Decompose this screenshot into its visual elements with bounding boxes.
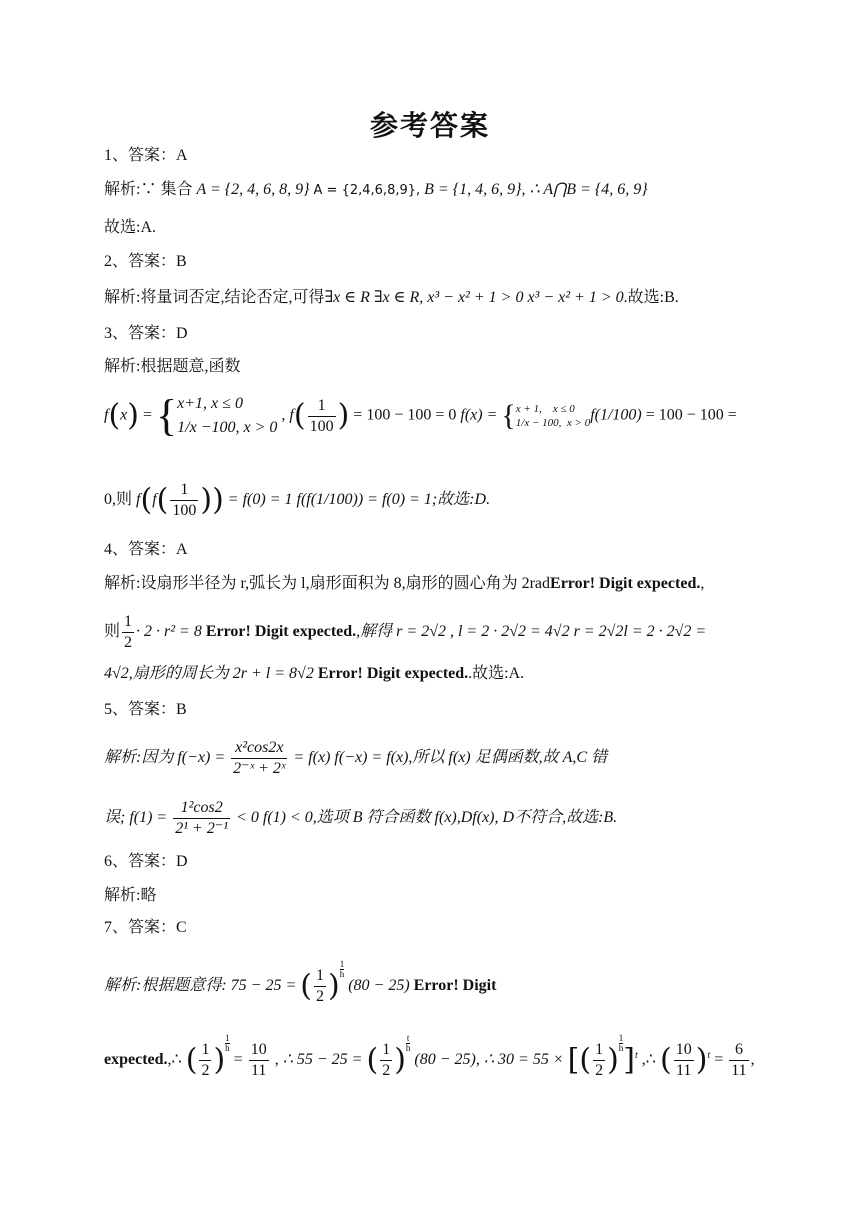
q2-choice: .故选:B. bbox=[623, 289, 679, 306]
q7-line1-end: (80 − 25) bbox=[348, 977, 410, 995]
q2-text: 解析:将量词否定,结论否定,可得 bbox=[104, 289, 325, 306]
q5-line2-end: < 0 f(1) < 0,选项 B 符合函数 f(x),Df(x), D不符合,故选:B. bbox=[236, 809, 618, 827]
q7-line1: 解析:根据题意得: 75 − 25 = ( $\frac{1}{2}$ ) 1 h (80 − 25) Error! Digit bbox=[104, 959, 497, 1005]
q7-answer: 7、答案：C bbox=[104, 919, 187, 936]
q4-error-1: Error! Digit expected. bbox=[550, 575, 701, 592]
q6-answer: 6、答案：D bbox=[104, 853, 188, 870]
q7-l2-num10: 10 bbox=[249, 1040, 269, 1061]
q3-tail: = 100 − 100 = bbox=[645, 406, 737, 424]
q1-result: , ∴ A⋂B = {4, 6, 9} bbox=[521, 181, 648, 198]
q1-choice: 故选:A. bbox=[104, 219, 157, 236]
q7-line1-start: 解析:根据题意得: 75 − 25 = bbox=[104, 977, 297, 995]
q3-frac-num: 1 bbox=[308, 396, 336, 417]
q5-answer: 5、答案：B bbox=[104, 701, 187, 718]
q4-line1-text: 解析:设扇形半径为 r,弧长为 l,扇形面积为 8,扇形的圆心角为 2rad bbox=[104, 575, 551, 592]
q3-text: 解析:根据题意,函数 bbox=[104, 358, 241, 375]
q4-line2-eq: · 2 · r² = 8 bbox=[136, 623, 202, 641]
q4-choice: .故选:A. bbox=[468, 665, 525, 682]
q4-error-3: Error! Digit expected. bbox=[317, 665, 469, 682]
q2-expr: ∃x ∈ R ∃x ∈ R, x³ − x² + 1 > 0 x³ − x² + 1 > 0 bbox=[324, 289, 624, 306]
q5-line2-start: 误; f(1) = bbox=[104, 809, 168, 827]
q3-line2-start: 0,则 bbox=[104, 491, 133, 509]
q7-line2: expected.,∴ ( $\frac{1}{2}$ ) 1 h = $\frac{10}{11}$ , ∴ 55 − 25 = ( $\frac{1}{2}$ ) t h (80 − 25), ∴ 30 = 55 × [( $\frac{1}{2}$ ) 1 h]$^t$ ,∴ ( $\frac{10}{11}$ )$^t$ = $\frac{6}{11}$ , bbox=[104, 1033, 755, 1079]
q5-line2 bbox=[104, 798, 617, 839]
q2-answer: 2、答案：B bbox=[104, 253, 187, 270]
q4-line2-start: 则 bbox=[104, 623, 121, 641]
q7-l2-den11: 11 bbox=[250, 1062, 267, 1079]
q1-answer: 1、答案：A bbox=[104, 147, 188, 164]
q7-line2-text: , ∴ 55 − 25 = bbox=[274, 1051, 363, 1069]
q3-l2-frac-num: 1 bbox=[170, 480, 198, 501]
q4-answer: 4、答案：A bbox=[104, 541, 188, 558]
q2-analysis bbox=[104, 286, 679, 310]
q3-case2: 1/x −100, x > 0 bbox=[177, 419, 278, 436]
q3-line2: 0,则 f(f( $\frac{1}{100}$ )) = f(0) = 1 f(f(1/100)) = f(0) = 1;故选:D. bbox=[104, 481, 491, 519]
q4-line2 bbox=[104, 612, 706, 653]
q4-half-den: 2 bbox=[124, 634, 133, 651]
q1-analysis bbox=[104, 178, 648, 203]
q5-l2-num: 1²cos2 bbox=[173, 798, 230, 819]
q4-line3 bbox=[104, 662, 524, 686]
q7-l2-den2b: 2 bbox=[382, 1062, 391, 1079]
q1-set-a-small: A = {2,4,6,8,9}, bbox=[313, 183, 421, 198]
q3-line2-end: = f(0) = 1;故选:D. bbox=[367, 491, 491, 509]
q7-l1-den: 2 bbox=[315, 988, 324, 1005]
q7-l2-den2: 2 bbox=[201, 1062, 210, 1079]
q4-half-num: 1 bbox=[122, 612, 134, 633]
q4-line2-solve: ,解得 r = 2√2 , l = 2 · 2√2 = 4√2 r = 2√2l = 2 · 2√2 = bbox=[356, 623, 707, 641]
q3-answer: 3、答案：D bbox=[104, 325, 188, 342]
q7-l2-den11b: 11 bbox=[676, 1062, 692, 1079]
q7-l2-den2c: 2 bbox=[595, 1062, 604, 1079]
q3-eval: = 100 − 100 = 0 bbox=[353, 406, 457, 424]
q5-l2-den: 2¹ + 2⁻¹ bbox=[175, 820, 229, 837]
q5-l1-num: x²cos2x bbox=[231, 738, 287, 759]
q7-line2b-text: (80 − 25), ∴ 30 = 55 × bbox=[414, 1051, 564, 1069]
q7-l2-num1c: 1 bbox=[593, 1040, 605, 1061]
q1-prefix: 解析:∵ 集合 bbox=[104, 181, 197, 198]
q7-l1-num: 1 bbox=[314, 966, 326, 987]
q1-set-b: B = {1, 4, 6, 9} bbox=[420, 181, 522, 198]
q3-function-line: f(x) = {x+1, x ≤ 0 1/x −100, x > 0 , f( $\frac{1}{100}$ ) = 100 − 100 = 0 f(x) = {x + 1, x ≤ 0 1/x − 100, x > 0f(1/100) = 100 − 100 = bbox=[104, 391, 737, 440]
page-title: 参考答案 bbox=[369, 111, 490, 142]
q3-l2-frac-den: 100 bbox=[172, 502, 197, 519]
q4-line1: 解析:设扇形半径为 r,弧长为 l,扇形面积为 8,扇形的圆心角为 2radError! Digit expected., bbox=[104, 575, 705, 592]
q4-line3-text: 4√2,扇形的周长为 2r + l = 8√2 bbox=[104, 665, 314, 682]
q1-set-a: A = {2, 4, 6, 8, 9} bbox=[196, 181, 310, 198]
q7-l2-num1b: 1 bbox=[380, 1040, 392, 1061]
q5-line1-start: 解析:因为 f(−x) = bbox=[104, 749, 226, 767]
q7-error-2: expected. bbox=[104, 1051, 168, 1069]
q3-line2-mid: = f(0) = 1 bbox=[227, 491, 293, 509]
q7-error-1: Error! Digit bbox=[413, 977, 497, 995]
q5-l1-den: 2⁻ˣ + 2ˣ bbox=[233, 760, 286, 777]
q7-l2-den11c: 11 bbox=[731, 1062, 747, 1079]
q5-line1-end: = f(x) f(−x) = f(x),所以 f(x) 足偶函数,故 A,C 错 bbox=[293, 749, 608, 767]
q3-case1: x+1, x ≤ 0 bbox=[177, 395, 243, 412]
q6-text: 解析:略 bbox=[104, 887, 157, 904]
q4-error-2: Error! Digit expected. bbox=[205, 623, 357, 641]
q7-l2-num6: 6 bbox=[729, 1040, 748, 1061]
q7-l2-num1: 1 bbox=[199, 1040, 211, 1061]
q3-frac-den: 100 bbox=[309, 417, 334, 435]
q7-l2-num10b: 10 bbox=[674, 1040, 694, 1061]
q5-line1 bbox=[104, 738, 607, 779]
